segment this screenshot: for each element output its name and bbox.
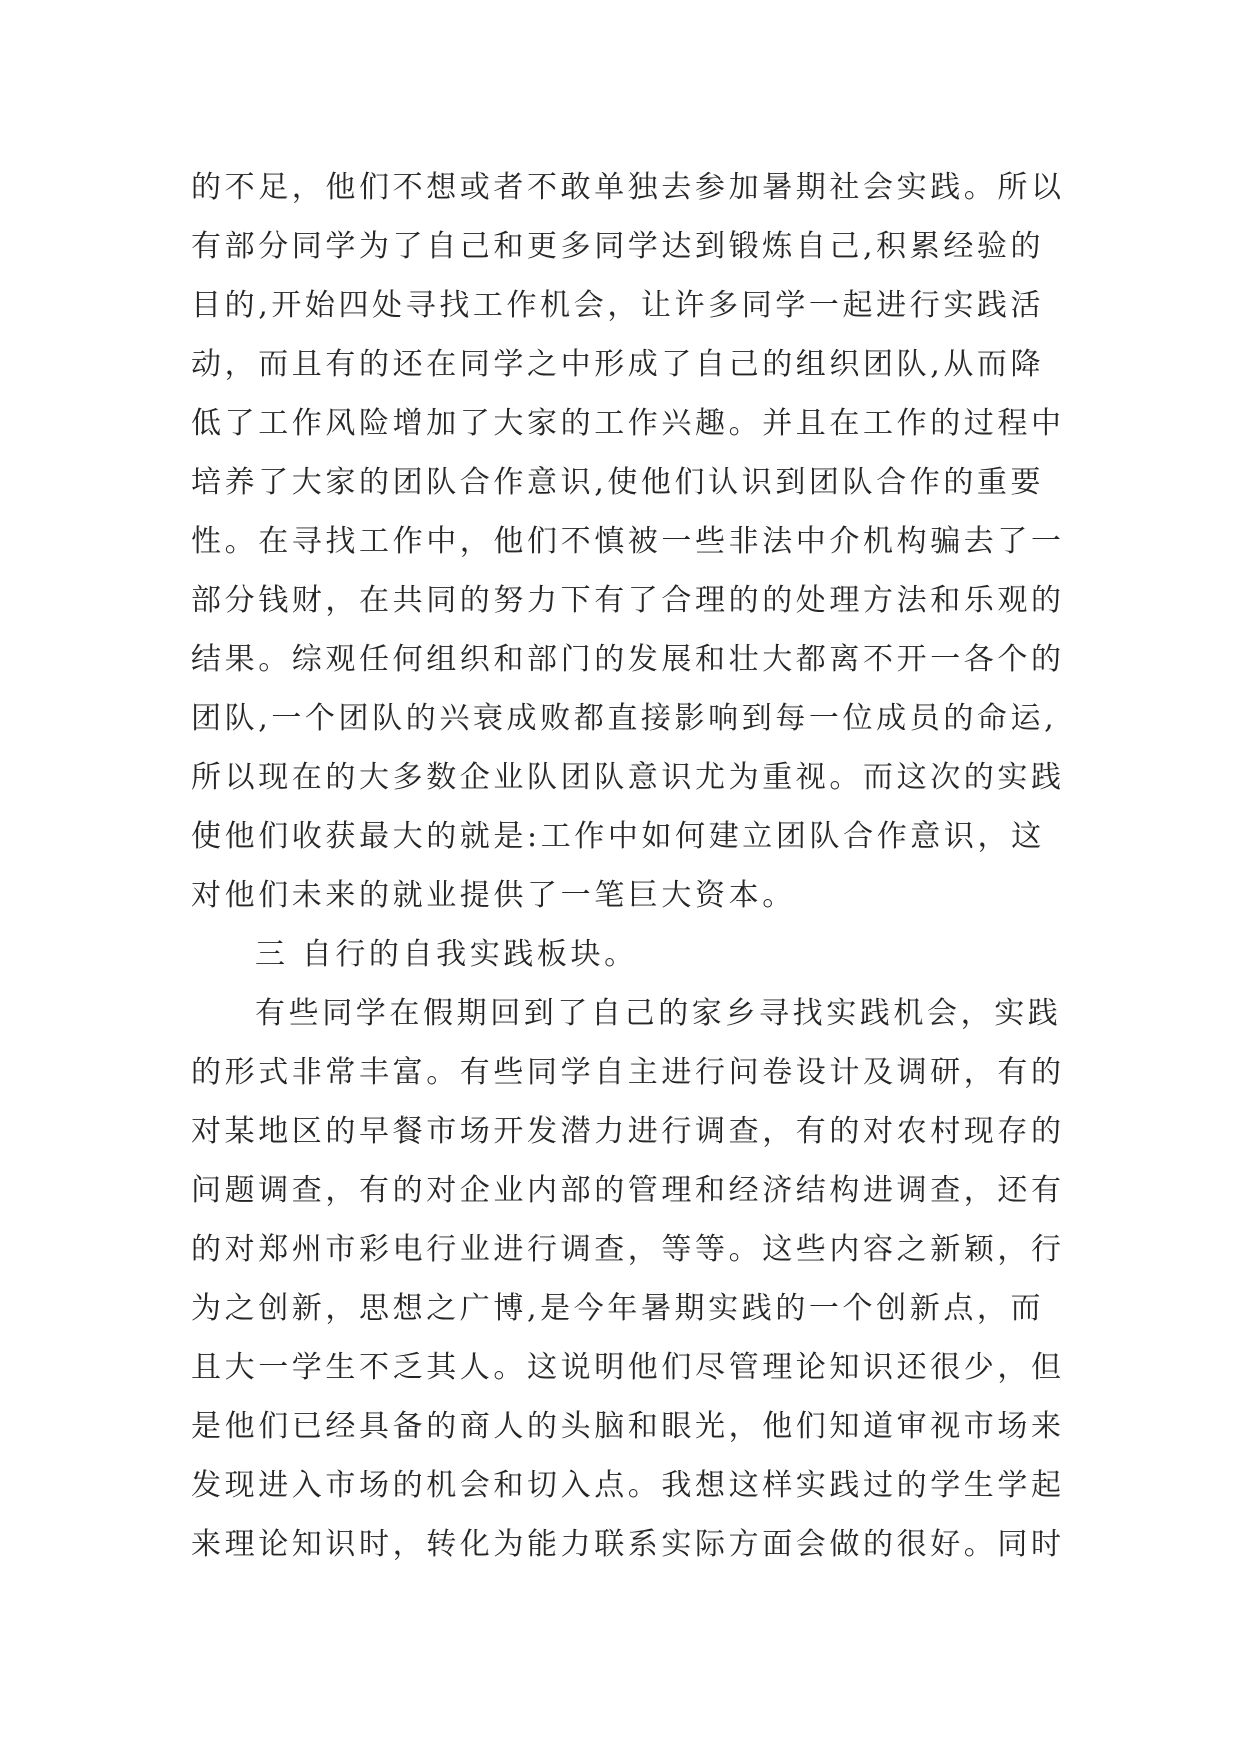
text-line: 来理论知识时，转化为能力联系实际方面会做的很好。同时 [191, 1527, 1065, 1562]
text-line: 有些同学在假期回到了自己的家乡寻找实践机会，实践 [255, 996, 1062, 1031]
text-line: 培养了大家的团队合作意识,使他们认识到团队合作的重要 [191, 465, 1045, 500]
text-line: 的对郑州市彩电行业进行调查，等等。这些内容之新颖，行 [191, 1232, 1065, 1267]
text-line: 的不足，他们不想或者不敢单独去参加暑期社会实践。所以 [191, 170, 1065, 205]
text-line: 且大一学生不乏其人。这说明他们尽管理论知识还很少，但 [191, 1350, 1065, 1385]
body-text [191, 158, 1065, 1574]
text-line: 低了工作风险增加了大家的工作兴趣。并且在工作的过程中 [191, 406, 1065, 441]
text-line: 有部分同学为了自己和更多同学达到锻炼自己,积累经验的 [191, 229, 1045, 264]
text-line: 所以现在的大多数企业队团队意识尤为重视。而这次的实践 [191, 760, 1065, 795]
text-line: 的形式非常丰富。有些同学自主进行问卷设计及调研，有的 [191, 1055, 1065, 1090]
text-line: 对某地区的早餐市场开发潜力进行调查，有的对农村现存的 [191, 1114, 1065, 1149]
text-line: 目的,开始四处寻找工作机会，让许多同学一起进行实践活 [191, 288, 1045, 323]
text-line: 为之创新，思想之广博,是今年暑期实践的一个创新点，而 [191, 1291, 1045, 1326]
text-line: 结果。综观任何组织和部门的发展和壮大都离不开一各个的 [191, 642, 1065, 677]
section-heading: 三 自行的自我实践板块。 [255, 937, 638, 972]
text-line: 发现进入市场的机会和切入点。我想这样实践过的学生学起 [191, 1468, 1065, 1503]
text-line: 团队,一个团队的兴衰成败都直接影响到每一位成员的命运, [191, 701, 1058, 736]
text-line: 部分钱财，在共同的努力下有了合理的的处理方法和乐观的 [191, 583, 1065, 618]
text-line: 性。在寻找工作中，他们不慎被一些非法中介机构骗去了一 [191, 524, 1065, 559]
text-line: 使他们收获最大的就是:工作中如何建立团队合作意识，这 [191, 819, 1045, 854]
text-line: 对他们未来的就业提供了一笔巨大资本。 [191, 878, 796, 913]
text-line: 动，而且有的还在同学之中形成了自己的组织团队,从而降 [191, 347, 1045, 382]
text-line: 是他们已经具备的商人的头脑和眼光，他们知道审视市场来 [191, 1409, 1065, 1444]
text-line: 问题调查，有的对企业内部的管理和经济结构进调查，还有 [191, 1173, 1065, 1208]
